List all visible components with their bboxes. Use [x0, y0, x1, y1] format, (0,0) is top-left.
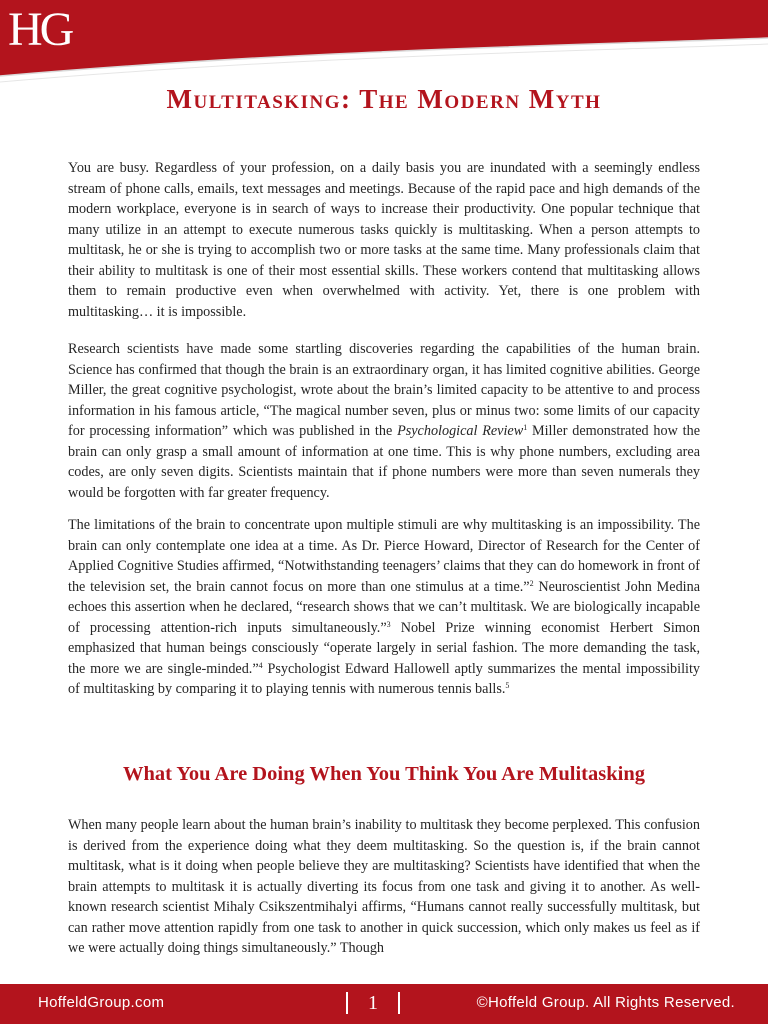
footer-divider-right: [398, 992, 400, 1014]
paragraph-limitations-text-2: Neuroscientist John Medina echoes this assertion when he declared, “research shows that we can’t multitask. We are biologically incapable of processing attention-rich inputs simultaneously.”: [68, 578, 701, 636]
page-title: Multitasking: The Modern Myth: [166, 84, 602, 114]
paragraph-limitations-text-1: The limitations of the brain to concentrate upon multiple stimuli are why multitasking is an impossibility. The brain can only contemplate one idea at a time. As Dr. Pierce Howard, Director of Research for the Center of Applied Cognitive Studies affirmed, “Notwithstanding teenagers’ claims that they can do homework in front of the television set, the brain cannot focus on more than one stimulus at a time.”: [68, 517, 700, 595]
footnote-1: 1: [523, 423, 528, 432]
header-swoosh: [0, 0, 768, 90]
section-subheading: What You Are Doing When You Think You Are Mulitasking: [123, 763, 645, 785]
paragraph-intro: You are busy. Regardless of your profession, on a daily basis you are inundated with a seemingly endless stream of phone calls, emails, text messages and meetings. Because of the rapid pace and high demands of the modern workplace, everyone is in search of ways to increase their productivity. One popular technique that many utilize in an attempt to execute numerous tasks quickly is multitasking. When a person attempts to multitask, he or she is trying to accomplish two or more tasks at the same time. Many professionals claim that their ability to multitask is one of their most essential skills. These workers contend that multitasking allows them to remain productive even when overwhelmed with activity. Yet, there is one problem with multitasking… it is impossible.: [68, 160, 700, 320]
footnote-5: 5: [505, 681, 510, 690]
page-number: 1: [368, 992, 378, 1014]
footnote-4: 4: [258, 660, 263, 670]
footer-website-link[interactable]: HoffeldGroup.com: [38, 994, 165, 1011]
paragraph-research-text-2: Miller demonstrated how the brain can only grasp a small amount of information at one time. This is why phone numbers, excluding area codes, are only seven digits. Scientists maintain that if phone numbers were more than seven numerals they would be forgotten with far greater frequency.: [68, 423, 700, 501]
header-band: [0, 0, 768, 90]
footnote-3: 3: [386, 619, 391, 629]
paragraph-research: [68, 339, 700, 503]
paragraph-multitasking-explained: When many people learn about the human brain’s inability to multitask they become perplexed. This confusion is derived from the experience doing what they deem multitasking. So the question is, if the brain cannot multitask, what is it doing when people believe they are multitasking? Scientists have identified that when the brain attempts to multitask it is actually diverting its focus from one task and giving it to another. As well-known research scientist Mihaly Csikszentmihalyi affirms, “Humans cannot really successfully multitask, but can rather move attention rapidly from one task to another in quick succession, which only makes us feel as if we were actually doing things simultaneously.” Though: [68, 817, 700, 956]
paragraph-limitations: [68, 515, 700, 700]
paragraph-limitations-text-3: Nobel Prize winning economist Herbert Simon emphasized that human beings consciously “operate largely in serial fashion. The more demanding the task, the more we are single-minded.”: [68, 619, 700, 677]
journal-title: Psychological Review: [397, 423, 524, 439]
footer-bar: [0, 984, 768, 1024]
footnote-2: 2: [529, 578, 534, 588]
footer-copyright: ©Hoffeld Group. All Rights Reserved.: [476, 994, 735, 1011]
hoffeld-group-logo[interactable]: HG: [8, 3, 72, 56]
footer-divider-left: [346, 992, 348, 1014]
paragraph-limitations-text-4: Psychologist Edward Hallowell aptly summarizes the mental impossibility of multitasking by comparing it to playing tennis with numerous tennis balls.: [68, 660, 700, 697]
paragraph-research-text-1: Research scientists have made some startling discoveries regarding the capabilities of the human brain. Science has confirmed that though the brain is an extraordinary organ, it has limited cognitive abilities. George Miller, the great cognitive psychologist, wrote about the brain’s limited capacity to be attentive to and process information in his famous article, “The magical number seven, plus or minus two: some limits of our capacity for processing information” which was published in the: [68, 341, 700, 439]
